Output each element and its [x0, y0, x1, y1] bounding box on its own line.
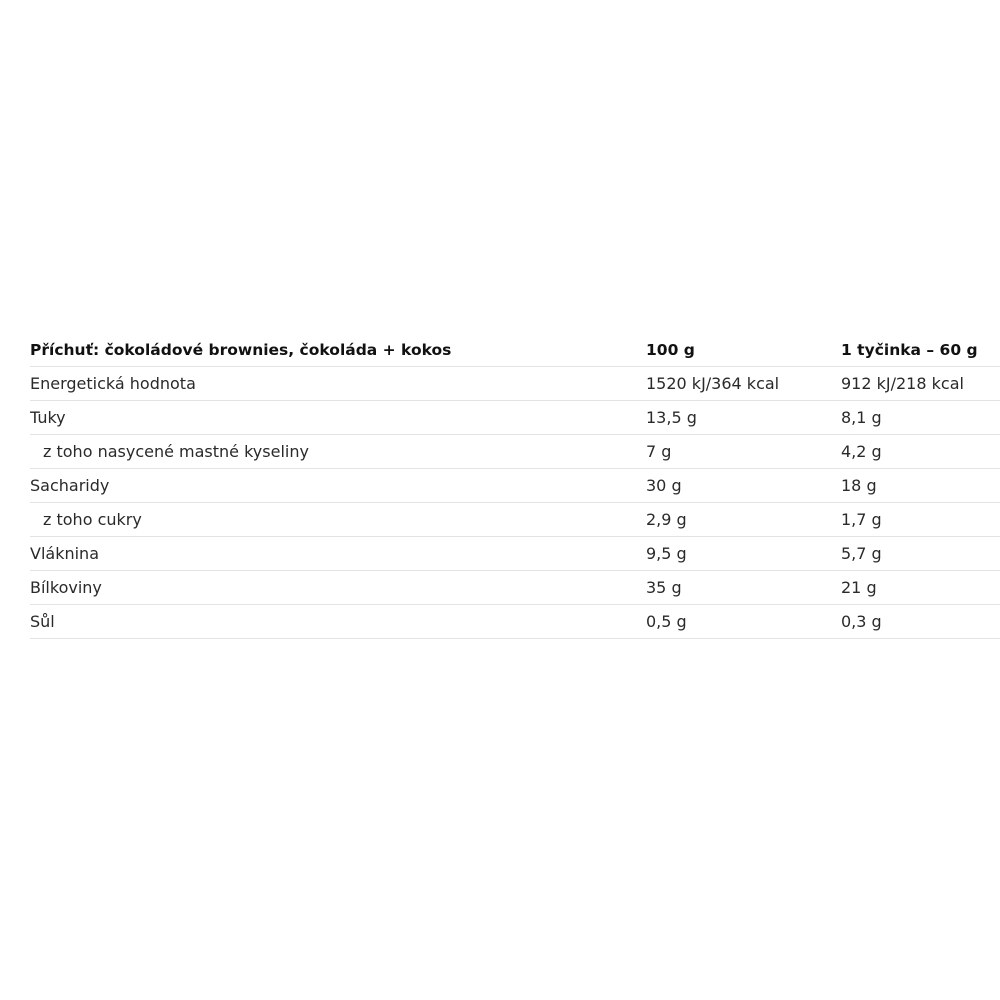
row-value-100g: 13,5 g — [646, 401, 841, 435]
table-row — [30, 401, 1000, 435]
row-value-bar: 5,7 g — [841, 537, 1000, 571]
header-row — [30, 333, 1000, 367]
row-value-100g: 35 g — [646, 571, 841, 605]
table-row — [30, 503, 1000, 537]
row-label: Sůl — [30, 605, 646, 639]
table-row — [30, 537, 1000, 571]
row-label: z toho nasycené mastné kyseliny — [30, 435, 646, 469]
table-row — [30, 469, 1000, 503]
row-value-bar: 1,7 g — [841, 503, 1000, 537]
row-value-bar: 4,2 g — [841, 435, 1000, 469]
table-body — [30, 367, 1000, 639]
row-label: Tuky — [30, 401, 646, 435]
table-row — [30, 571, 1000, 605]
table-row — [30, 605, 1000, 639]
row-label: Sacharidy — [30, 469, 646, 503]
row-value-100g: 7 g — [646, 435, 841, 469]
row-label: z toho cukry — [30, 503, 646, 537]
header-per-bar: 1 tyčinka – 60 g — [841, 333, 1000, 367]
row-value-100g: 2,9 g — [646, 503, 841, 537]
row-value-100g: 0,5 g — [646, 605, 841, 639]
row-value-bar: 21 g — [841, 571, 1000, 605]
header-per-100g: 100 g — [646, 333, 841, 367]
header-flavor: Příchuť: čokoládové brownies, čokoláda + kokos — [30, 333, 646, 367]
row-value-100g: 1520 kJ/364 kcal — [646, 367, 841, 401]
row-label: Energetická hodnota — [30, 367, 646, 401]
row-value-100g: 9,5 g — [646, 537, 841, 571]
row-value-100g: 30 g — [646, 469, 841, 503]
row-label: Vláknina — [30, 537, 646, 571]
row-value-bar: 912 kJ/218 kcal — [841, 367, 1000, 401]
row-label: Bílkoviny — [30, 571, 646, 605]
table-row — [30, 435, 1000, 469]
row-value-bar: 18 g — [841, 469, 1000, 503]
row-value-bar: 0,3 g — [841, 605, 1000, 639]
nutrition-table — [30, 333, 1000, 639]
table-header — [30, 333, 1000, 367]
row-value-bar: 8,1 g — [841, 401, 1000, 435]
table-row — [30, 367, 1000, 401]
